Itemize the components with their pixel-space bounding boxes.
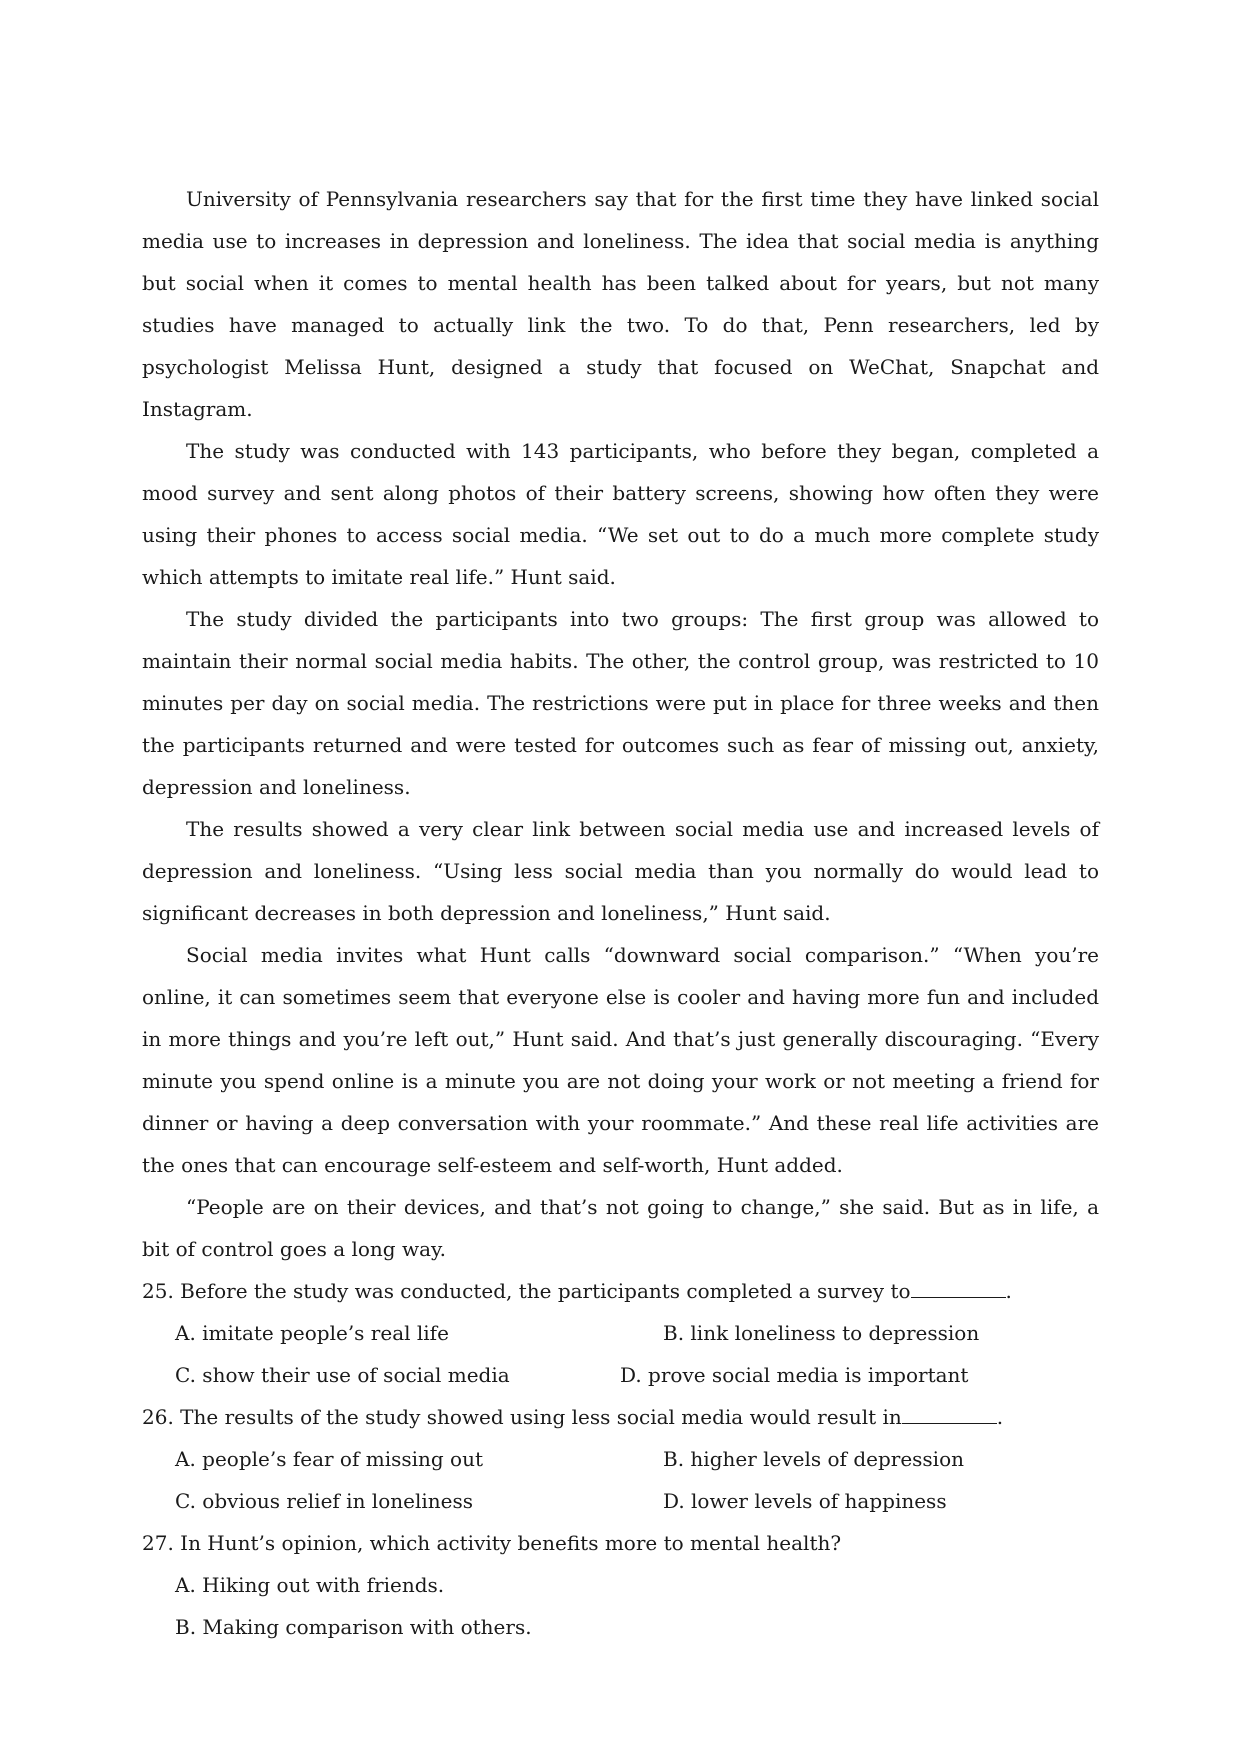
option-a: A. imitate people’s real life — [175, 1321, 449, 1345]
option-b: B. Making comparison with others. — [175, 1615, 532, 1639]
option-row — [175, 1438, 1099, 1480]
option-a: A. Hiking out with friends. — [175, 1573, 445, 1597]
passage-paragraph-5: Social media invites what Hunt calls “downward social comparison.” “When you’re online, it can sometimes seem that everyone else is cooler and having more fun and included in more things and you’re left out,” Hunt said. And that’s just generally discouraging. “Every minute you spend online is a minute you are not doing your work or not meeting a friend for dinner or having a deep conversation with your roommate.” And these real life activities are the ones that can encourage self-esteem and self-worth, Hunt added. — [142, 943, 1099, 1177]
passage-paragraph-3: The study divided the participants into two groups: The first group was allowed to maintain their normal social media habits. The other, the control group, was restricted to 10 minutes per day on social media. The restrictions were put in place for three weeks and then the participants returned and were tested for outcomes such as fear of missing out, anxiety, depression and loneliness. — [142, 607, 1099, 799]
option-c: C. obvious relief in loneliness — [175, 1489, 473, 1513]
question-stem-end: . — [1005, 1279, 1012, 1303]
option-row — [175, 1354, 1099, 1396]
question-options — [142, 1312, 1099, 1396]
question-stem-text: 25. Before the study was conducted, the participants completed a survey to — [142, 1279, 911, 1303]
question-25 — [142, 1270, 1099, 1396]
passage-paragraph-1: University of Pennsylvania researchers say that for the first time they have linked social media use to increases in depression and loneliness. The idea that social media is anything but social when it comes to mental health has been talked about for years, but not many studies have managed to actually link the two. To do that, Penn researchers, led by psychologist Melissa Hunt, designed a study that focused on WeChat, Snapchat and Instagram. — [142, 187, 1099, 421]
question-27 — [142, 1522, 1099, 1648]
option-b: B. higher levels of depression — [663, 1447, 964, 1471]
option-row — [175, 1480, 1099, 1522]
option-d: D. prove social media is important — [620, 1363, 969, 1387]
question-options — [142, 1564, 1099, 1648]
option-c: C. show their use of social media — [175, 1363, 510, 1387]
option-a: A. people’s fear of missing out — [175, 1447, 484, 1471]
question-stem-text: 26. The results of the study showed using less social media would result in — [142, 1405, 902, 1429]
answer-blank — [911, 1279, 1006, 1298]
answer-blank — [902, 1405, 997, 1424]
question-stem — [142, 1396, 1099, 1438]
question-options — [142, 1438, 1099, 1522]
question-stem: 27. In Hunt’s opinion, which activity benefits more to mental health? — [142, 1531, 842, 1555]
question-stem — [142, 1270, 1099, 1312]
passage-paragraph-4: The results showed a very clear link between social media use and increased levels of depression and loneliness. “Using less social media than you normally do would lead to significant decreases in both depression and loneliness,” Hunt said. — [142, 817, 1099, 925]
question-stem-end: . — [996, 1405, 1004, 1429]
reading-section — [142, 178, 1099, 1648]
passage-paragraph-6: “People are on their devices, and that’s not going to change,” she said. But as in life, a bit of control goes a long way. — [142, 1195, 1099, 1261]
passage — [142, 178, 1099, 1270]
option-d: D. lower levels of happiness — [663, 1489, 947, 1513]
option-row — [175, 1312, 1099, 1354]
question-26 — [142, 1396, 1099, 1522]
option-b: B. link loneliness to depression — [663, 1321, 980, 1345]
passage-paragraph-2: The study was conducted with 143 participants, who before they began, completed a mood survey and sent along photos of their battery screens, showing how often they were using their phones to access social media. “We set out to do a much more complete study which attempts to imitate real life.” Hunt said. — [142, 439, 1099, 589]
